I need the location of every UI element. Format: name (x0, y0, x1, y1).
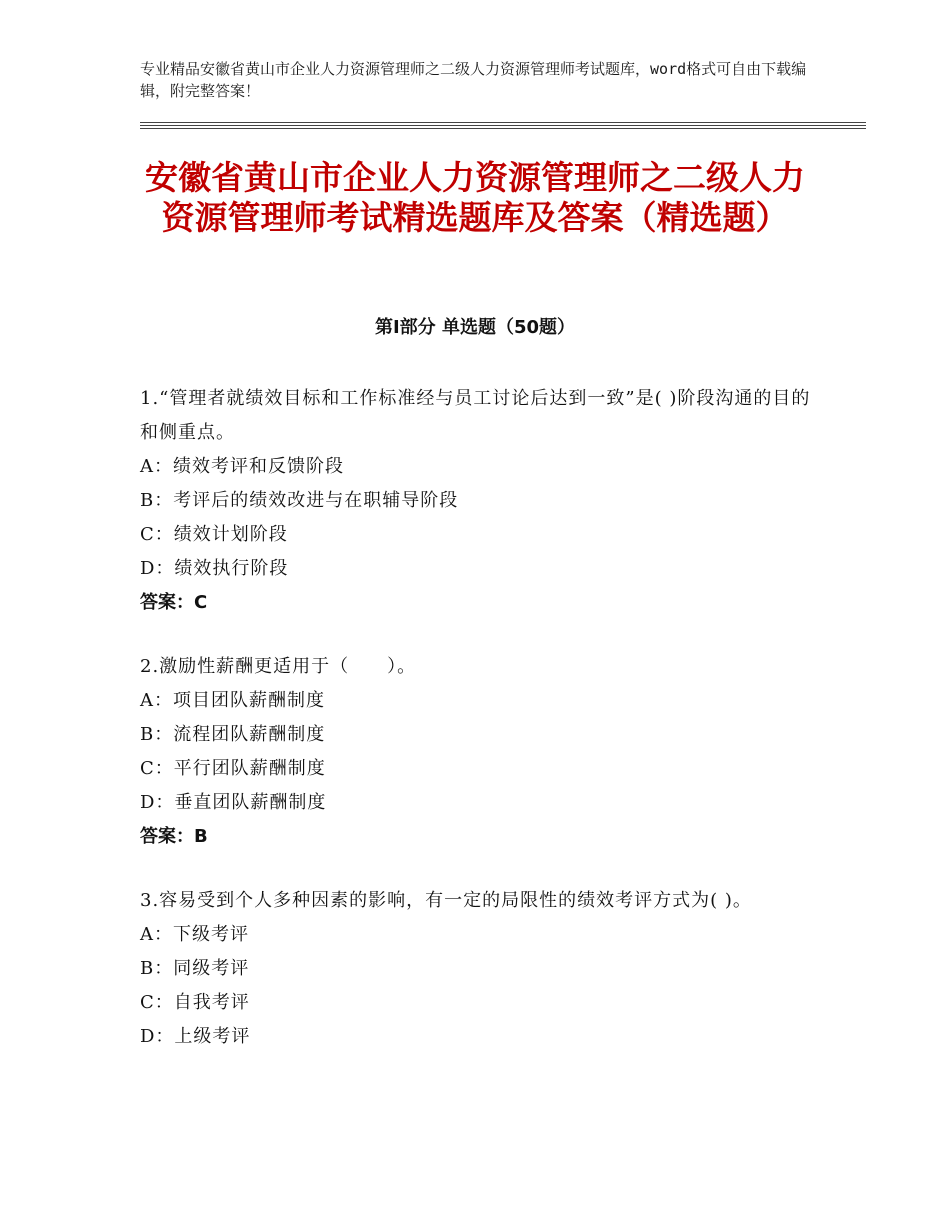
question-3 (140, 884, 815, 1054)
option-a: A：下级考评 (140, 924, 249, 945)
option-b: B：同级考评 (140, 958, 250, 979)
question-stem: 2.激励性薪酬更适用于（ ）。 (140, 656, 417, 677)
answer: 答案：C (140, 592, 208, 613)
option-a: A：项目团队薪酬制度 (140, 690, 325, 711)
answer: 答案：B (140, 826, 208, 847)
option-c: C：平行团队薪酬制度 (140, 758, 326, 779)
question-2 (140, 650, 815, 854)
option-a: A：绩效考评和反馈阶段 (140, 456, 344, 477)
option-d: D：上级考评 (140, 1026, 251, 1047)
option-c: C：绩效计划阶段 (140, 524, 288, 545)
document-title: 安徽省黄山市企业人力资源管理师之二级人力资源管理师考试精选题库及答案（精选题） (145, 158, 805, 237)
header-divider (140, 128, 866, 129)
header-divider (140, 122, 866, 123)
question-stem: 1.“管理者就绩效目标和工作标准经与员工讨论后达到一致”是( )阶段沟通的目的和侧重点。 (140, 388, 811, 443)
question-stem: 3.容易受到个人多种因素的影响，有一定的局限性的绩效考评方式为( )。 (140, 890, 752, 911)
option-b: B：考评后的绩效改进与在职辅导阶段 (140, 490, 459, 511)
section-title: 第Ⅰ部分 单选题（50题） (374, 317, 575, 338)
header-note: 专业精品安徽省黄山市企业人力资源管理师之二级人力资源管理师考试题库，word格式可自由下载编辑，附完整答案！ (140, 60, 807, 100)
question-1 (140, 382, 815, 620)
header-divider (140, 125, 866, 126)
option-d: D：绩效执行阶段 (140, 558, 289, 579)
option-d: D：垂直团队薪酬制度 (140, 792, 327, 813)
option-c: C：自我考评 (140, 992, 250, 1013)
question-list (140, 382, 815, 1084)
option-b: B：流程团队薪酬制度 (140, 724, 326, 745)
